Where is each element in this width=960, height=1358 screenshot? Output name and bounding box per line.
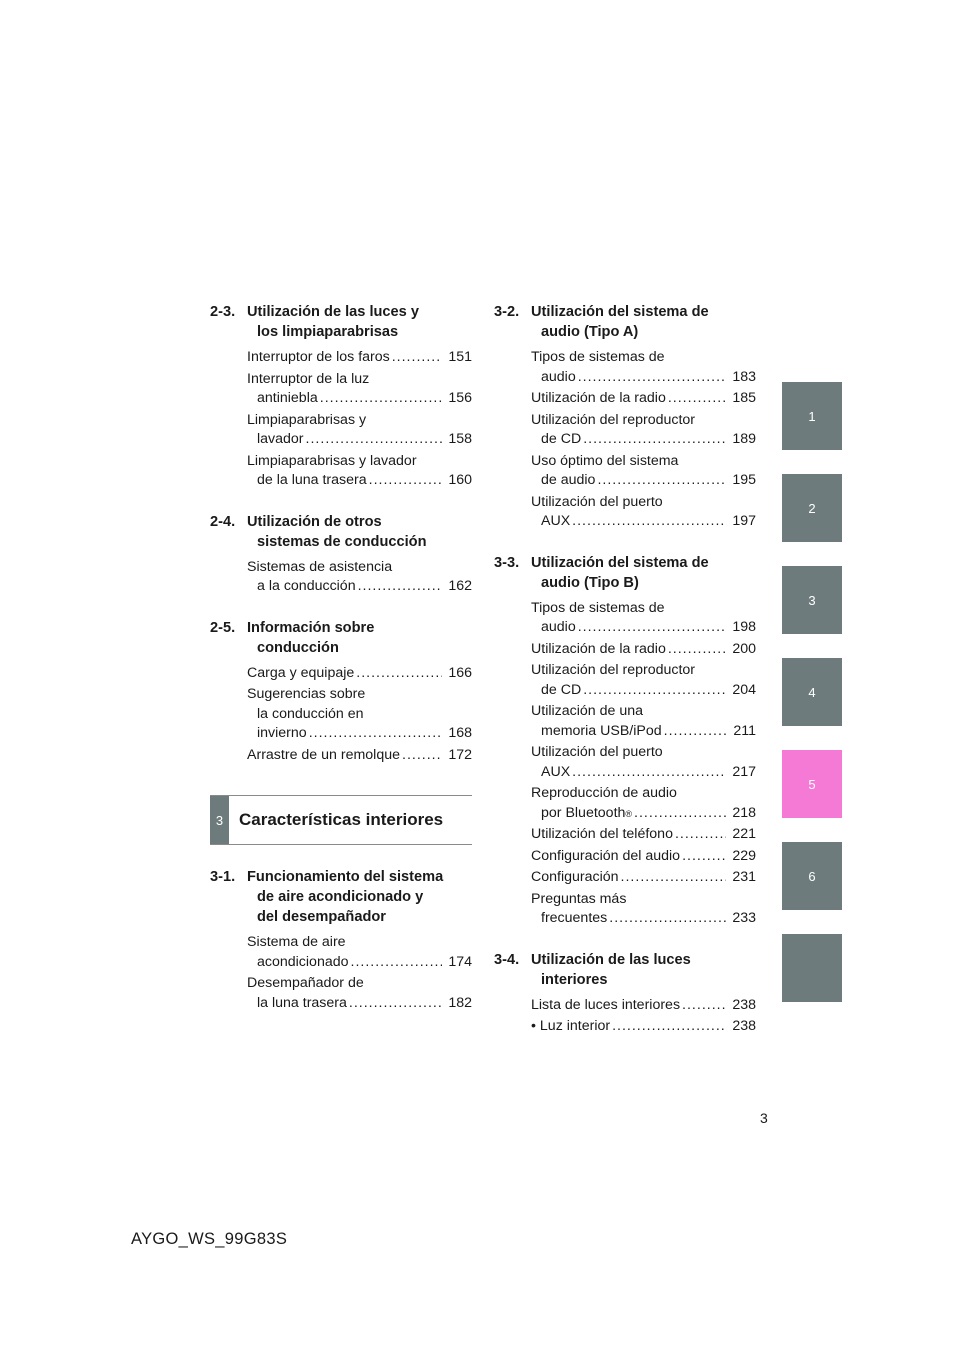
chapter-tab-6[interactable]: 6 bbox=[782, 842, 842, 910]
toc-entry[interactable] bbox=[247, 974, 472, 1013]
toc-entry[interactable] bbox=[531, 348, 756, 387]
entry-text-line: Desempañador de bbox=[247, 975, 364, 991]
dot-leader bbox=[392, 348, 442, 368]
entry-page-number: 162 bbox=[448, 578, 472, 594]
entry-text-line: Sistema de aire bbox=[247, 934, 346, 950]
dot-leader bbox=[402, 746, 442, 766]
dot-leader bbox=[621, 868, 726, 888]
entry-text-line: Utilización de la radio bbox=[531, 390, 666, 406]
section-number: 2-5. bbox=[210, 619, 236, 636]
entry-text-line: acondicionado bbox=[257, 953, 349, 970]
dot-leader bbox=[583, 430, 726, 450]
entry-last-line bbox=[531, 640, 756, 660]
section-title bbox=[531, 553, 756, 593]
toc-section bbox=[210, 867, 472, 1013]
toc-section bbox=[494, 950, 756, 1037]
section-title-line: Información sobre bbox=[247, 619, 375, 636]
chapter-side-tabs bbox=[782, 382, 842, 1026]
entry-page-number: 198 bbox=[732, 619, 756, 635]
dot-leader bbox=[668, 389, 726, 409]
toc-entry[interactable] bbox=[247, 933, 472, 972]
entry-last-line bbox=[247, 348, 472, 368]
section-title bbox=[531, 302, 756, 342]
entry-page-number: 151 bbox=[448, 349, 472, 365]
entry-page-number: 174 bbox=[448, 953, 472, 970]
dot-leader bbox=[349, 994, 442, 1014]
entry-text-line: audio bbox=[541, 368, 576, 385]
entry-last-line bbox=[247, 746, 472, 766]
entry-last-line bbox=[531, 996, 756, 1016]
dot-leader bbox=[664, 722, 726, 742]
document-code: AYGO_WS_99G83S bbox=[131, 1230, 288, 1248]
toc-entry[interactable] bbox=[531, 702, 756, 741]
entry-last-line bbox=[247, 471, 472, 491]
section-title-line: de aire acondicionado y bbox=[257, 889, 424, 905]
chapter-banner-number: 3 bbox=[210, 796, 229, 844]
section-title-line: Utilización del sistema de bbox=[531, 304, 709, 320]
section-number: 3-4. bbox=[494, 951, 520, 968]
entry-text-line: frecuentes bbox=[541, 910, 608, 926]
toc-left-column bbox=[210, 302, 472, 1034]
entry-page-number: 200 bbox=[732, 640, 756, 657]
entry-text-line: AUX bbox=[541, 763, 571, 780]
entry-text-line: Arrastre de un remolque bbox=[247, 746, 400, 763]
section-heading bbox=[494, 950, 756, 990]
section-number: 3-3. bbox=[494, 554, 520, 571]
toc-entry[interactable] bbox=[531, 996, 756, 1016]
entry-page-number: 231 bbox=[732, 869, 756, 885]
entry-text-line: memoria USB/iPod bbox=[541, 722, 662, 739]
entry-last-line bbox=[247, 724, 472, 744]
entry-last-line bbox=[247, 664, 472, 684]
dot-leader bbox=[578, 368, 726, 388]
entry-last-line bbox=[531, 1017, 756, 1037]
entry-page-number: 204 bbox=[732, 681, 756, 698]
entry-last-line bbox=[531, 847, 756, 867]
section-heading bbox=[494, 553, 756, 593]
section-title-line: conducción bbox=[257, 639, 339, 656]
dot-leader bbox=[597, 471, 726, 491]
dot-leader bbox=[682, 847, 726, 867]
entry-last-line bbox=[531, 618, 756, 638]
entry-page-number: 160 bbox=[448, 472, 472, 488]
entry-text-line: Utilización de la radio bbox=[531, 640, 666, 657]
entry-text-line: Configuración del audio bbox=[531, 847, 681, 864]
entry-page-number: 238 bbox=[732, 1018, 756, 1034]
entry-text-line: invierno bbox=[257, 725, 307, 741]
toc-entry[interactable] bbox=[531, 890, 756, 929]
entry-last-line bbox=[531, 389, 756, 409]
page-number: 3 bbox=[760, 1110, 768, 1126]
entry-text-line: Utilización del reproductor bbox=[531, 662, 696, 678]
entry-page-number: 158 bbox=[448, 431, 472, 447]
entry-page-number: 166 bbox=[448, 664, 472, 681]
entry-last-line bbox=[531, 681, 756, 701]
entry-last-line bbox=[247, 577, 472, 597]
section-title bbox=[247, 302, 472, 342]
entry-last-line bbox=[531, 825, 756, 845]
dot-leader bbox=[309, 724, 442, 744]
dot-leader bbox=[369, 471, 442, 491]
entry-text-line: Utilización de una bbox=[531, 703, 643, 719]
section-title-line: Utilización de las luces y bbox=[247, 304, 419, 320]
section-title-line: audio (Tipo B) bbox=[541, 574, 639, 591]
entry-page-number: 156 bbox=[448, 390, 472, 406]
entry-text-line: a la conducción bbox=[257, 578, 356, 594]
entry-page-number: 189 bbox=[732, 431, 756, 447]
entry-text-line: Limpiaparabrisas y lavador bbox=[247, 452, 417, 469]
chapter-tab-index[interactable] bbox=[782, 934, 842, 1002]
toc-entry[interactable] bbox=[531, 825, 756, 845]
entry-page-number: 218 bbox=[732, 804, 756, 821]
section-heading bbox=[210, 512, 472, 552]
entry-text-line: la luna trasera bbox=[257, 994, 347, 1011]
entry-text-line: Preguntas más bbox=[531, 890, 627, 907]
entry-text-line: de audio bbox=[541, 472, 596, 488]
entry-page-number: 195 bbox=[732, 472, 756, 488]
entry-last-line bbox=[531, 430, 756, 450]
dot-leader bbox=[609, 909, 726, 929]
chapter-tab-3[interactable]: 3 bbox=[782, 566, 842, 634]
entry-text-line: Sistemas de asistencia bbox=[247, 558, 393, 575]
toc-entry[interactable] bbox=[247, 746, 472, 766]
dot-leader bbox=[572, 763, 726, 783]
dot-leader bbox=[578, 618, 726, 638]
entry-text-line: Configuración bbox=[531, 869, 619, 885]
entry-last-line bbox=[247, 994, 472, 1014]
section-title-line: Funcionamiento del sistema bbox=[247, 869, 444, 885]
entry-page-number: 211 bbox=[733, 722, 756, 739]
toc-entry[interactable] bbox=[247, 452, 472, 491]
entry-page-number: 229 bbox=[732, 847, 756, 864]
toc-section bbox=[210, 302, 472, 491]
entry-text-line: audio bbox=[541, 619, 576, 635]
section-number: 2-4. bbox=[210, 513, 236, 530]
chapter-banner-title: Características interiores bbox=[239, 810, 444, 829]
section-title-line: interiores bbox=[541, 971, 608, 988]
entry-text-line: la conducción en bbox=[257, 705, 364, 722]
toc-entry[interactable] bbox=[531, 640, 756, 660]
section-heading bbox=[210, 302, 472, 342]
toc-section bbox=[494, 553, 756, 929]
section-number: 3-1. bbox=[210, 869, 236, 885]
entry-text-line: de la luna trasera bbox=[257, 472, 367, 488]
entry-text-line: de CD bbox=[541, 681, 582, 698]
entry-page-number: 233 bbox=[732, 910, 756, 926]
toc-entry[interactable] bbox=[531, 493, 756, 532]
entry-text-line: • Luz interior bbox=[531, 1018, 611, 1034]
entry-text-line: Uso óptimo del sistema bbox=[531, 452, 679, 469]
entry-page-number: 172 bbox=[448, 746, 472, 763]
section-heading bbox=[494, 302, 756, 342]
section-title-line: Utilización del sistema de bbox=[531, 554, 709, 571]
entry-page-number: 238 bbox=[732, 996, 756, 1013]
dot-leader bbox=[572, 512, 726, 532]
entry-last-line bbox=[247, 953, 472, 973]
toc-section bbox=[210, 512, 472, 597]
entry-last-line bbox=[531, 868, 756, 888]
toc-left-top-sections bbox=[210, 302, 472, 765]
toc-entry[interactable] bbox=[247, 370, 472, 409]
section-heading bbox=[210, 618, 472, 658]
toc-entry[interactable] bbox=[531, 1017, 756, 1037]
toc-entry[interactable] bbox=[531, 784, 756, 823]
section-number: 3-2. bbox=[494, 304, 520, 320]
entry-text-line: Limpiaparabrisas y bbox=[247, 411, 367, 428]
entry-page-number: 185 bbox=[732, 390, 756, 406]
toc-entry[interactable] bbox=[531, 389, 756, 409]
entry-text-line: por Bluetooth bbox=[541, 804, 626, 821]
entry-text-line: lavador bbox=[257, 431, 304, 447]
section-title bbox=[247, 867, 472, 927]
entry-last-line: por Bluetooth ® ..... 218 bbox=[531, 804, 756, 824]
section-title bbox=[247, 618, 472, 658]
chapter-tab-1[interactable]: 1 bbox=[782, 382, 842, 450]
entry-text-line: Sugerencias sobre bbox=[247, 686, 366, 702]
entry-last-line bbox=[531, 909, 756, 929]
dot-leader bbox=[583, 681, 726, 701]
entry-text-line: Interruptor de la luz bbox=[247, 370, 370, 387]
entry-last-line bbox=[247, 430, 472, 450]
section-title bbox=[247, 512, 472, 552]
entry-last-line bbox=[531, 471, 756, 491]
entry-text-line: Utilización del teléfono bbox=[531, 826, 673, 842]
toc-entry[interactable] bbox=[531, 847, 756, 867]
chapter-tab-5[interactable]: 5 bbox=[782, 750, 842, 818]
entry-last-line bbox=[531, 368, 756, 388]
chapter-banner[interactable] bbox=[210, 795, 472, 845]
dot-leader bbox=[306, 430, 442, 450]
toc-entry[interactable] bbox=[531, 599, 756, 638]
toc-section bbox=[494, 302, 756, 532]
entry-text-line: antiniebla bbox=[257, 390, 318, 406]
section-number: 2-3. bbox=[210, 304, 236, 320]
toc-right-column bbox=[494, 302, 756, 1058]
entry-text-line: Interruptor de los faros bbox=[247, 349, 390, 365]
entry-page-number: 182 bbox=[448, 994, 472, 1011]
entry-text-line: AUX bbox=[541, 513, 571, 529]
toc-section bbox=[210, 618, 472, 766]
section-title-line: sistemas de conducción bbox=[257, 533, 427, 550]
entry-text-line: Lista de luces interiores bbox=[531, 996, 681, 1013]
dot-leader bbox=[358, 577, 442, 597]
toc-entry[interactable] bbox=[531, 661, 756, 700]
entry-text-line: Utilización del puerto bbox=[531, 744, 663, 760]
entry-text-line: Carga y equipaje bbox=[247, 664, 355, 681]
section-title bbox=[531, 950, 756, 990]
toc-entry[interactable] bbox=[247, 348, 472, 368]
entry-last-line bbox=[531, 722, 756, 742]
section-title-line: audio (Tipo A) bbox=[541, 324, 639, 340]
entry-text-line: Utilización del reproductor bbox=[531, 411, 696, 428]
toc-entry[interactable] bbox=[247, 685, 472, 744]
entry-text-line: de CD bbox=[541, 431, 582, 447]
entry-text-line: Reproducción de audio bbox=[531, 785, 677, 801]
entry-page-number: 168 bbox=[448, 725, 472, 741]
dot-leader bbox=[668, 640, 726, 660]
dot-leader bbox=[320, 389, 442, 409]
entry-page-number: 197 bbox=[732, 513, 756, 529]
chapter-tab-4[interactable]: 4 bbox=[782, 658, 842, 726]
section-title-line: los limpiaparabrisas bbox=[257, 324, 399, 340]
dot-leader bbox=[351, 953, 442, 973]
toc-entry[interactable] bbox=[531, 452, 756, 491]
dot-leader bbox=[612, 1017, 726, 1037]
toc-entry[interactable] bbox=[531, 743, 756, 782]
toc-entry[interactable] bbox=[247, 411, 472, 450]
section-title-line: Utilización de las luces bbox=[531, 951, 691, 968]
dot-leader bbox=[356, 664, 442, 684]
toc-entry[interactable] bbox=[247, 558, 472, 597]
chapter-tab-2[interactable]: 2 bbox=[782, 474, 842, 542]
toc-entry[interactable] bbox=[531, 868, 756, 888]
entry-last-line bbox=[531, 512, 756, 532]
entry-last-line bbox=[247, 389, 472, 409]
entry-last-line bbox=[531, 763, 756, 783]
entry-text-line: Tipos de sistemas de bbox=[531, 599, 665, 616]
entry-text-line: Tipos de sistemas de bbox=[531, 349, 665, 365]
toc-entry[interactable] bbox=[531, 411, 756, 450]
dot-leader bbox=[675, 825, 726, 845]
entry-page-number: 217 bbox=[732, 763, 756, 780]
entry-page-number: 183 bbox=[732, 368, 756, 385]
toc-entry[interactable] bbox=[247, 664, 472, 684]
entry-text-line: Utilización del puerto bbox=[531, 493, 663, 510]
dot-leader bbox=[634, 804, 726, 824]
dot-leader bbox=[682, 996, 726, 1016]
section-title-line: Utilización de otros bbox=[247, 513, 382, 530]
section-heading bbox=[210, 867, 472, 927]
toc-left-bottom-sections bbox=[210, 867, 472, 1013]
entry-page-number: 221 bbox=[732, 826, 756, 842]
section-title-line: del desempañador bbox=[257, 909, 386, 925]
